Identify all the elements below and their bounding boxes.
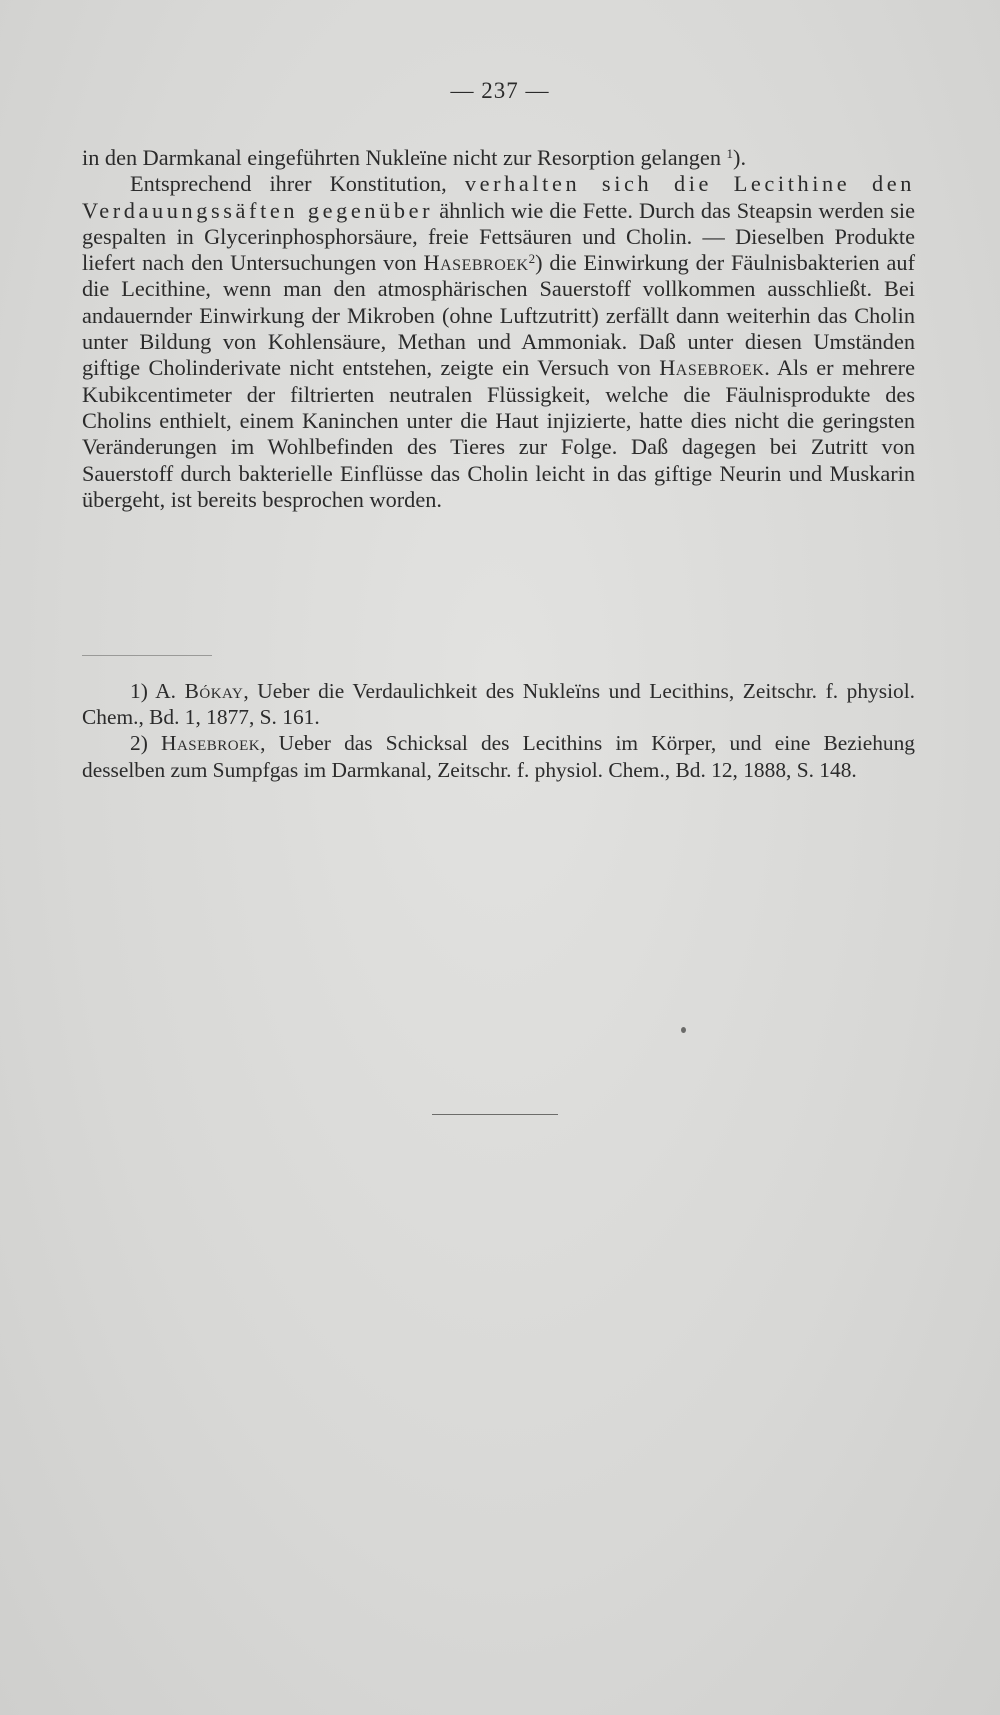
- author-name-hasebroek-2: Hasebroek: [659, 355, 765, 381]
- paragraph-2: [82, 171, 915, 513]
- footnote-2: [82, 730, 915, 782]
- footnote-2-text: , Ueber das Schicksal des Lecithins im Körper, und eine Beziehung desselben zum Sumpfgas im Darmkanal, Zeitschr. f. physiol. Chem., Bd. 12, 1888, S. 148.: [82, 731, 916, 782]
- footnote-1-author: Bókay: [184, 679, 244, 703]
- section-end-rule: [432, 1114, 558, 1115]
- paragraph-2-text-a: Entsprechend ihrer Konstitution,: [130, 171, 465, 197]
- paragraph-2-emphasis: verhalten sich die Lecithine den Verdauungssäften gegenüber: [82, 171, 915, 223]
- paragraph-2-text-b: ähnlich wie die Fette. Durch das Steapsin werden sie gespalten in Glycerinphosphorsäure, freie Fettsäuren und Cholin. — Dieselben Produkte liefert nach den Untersuchungen von: [82, 197, 915, 276]
- paragraph-1-text-end: ).: [733, 145, 747, 170]
- footnote-2-author: Hasebroek: [161, 731, 261, 756]
- footnote-2-number: 2): [130, 731, 162, 756]
- paragraph-1-text: in den Darmkanal eingeführten Nukleïne nicht zur Resorption gelangen: [82, 145, 727, 170]
- footnotes: [82, 678, 915, 783]
- page-number: — 237 —: [450, 78, 550, 103]
- footnote-separator: [82, 655, 212, 656]
- footnote-1-text: , Ueber die Verdaulichkeit des Nukleïns und Lecithins, Zeitschr. f. physiol. Chem., Bd. 1, 1877, S. 161.: [82, 679, 915, 730]
- author-name-hasebroek: Hasebroek: [423, 250, 529, 276]
- footnote-1: [82, 678, 915, 730]
- footnote-ref-2: 2: [528, 251, 536, 267]
- footnote-1-number: 1) A.: [130, 679, 185, 703]
- paragraph-2-text-c: ) die Einwirkung der Fäulnisbakterien auf die Lecithine, wenn man den atmosphärischen Sauerstoff vollkommen ausschließt. Bei andauernder Einwirkung der Mikroben (ohne Luftzutritt) zerfällt dann weiterhin das Cholin unter Bildung von Kohlensäure, Methan und Ammoniak. Daß unter diesen Umständen giftige Cholinderivate nicht entstehen, zeigte ein Versuch von: [82, 250, 915, 381]
- footnote-ref-1: 1: [726, 146, 734, 161]
- paper-speck: [681, 1027, 686, 1033]
- paragraph-1: [82, 145, 915, 171]
- body-text: [82, 145, 915, 513]
- paragraph-2-text-d: . Als er mehrere Kubikcentimeter der filtrierten neutralen Flüssigkeit, welche die Fäulnisprodukte des Cholins enthielt, einem Kaninchen unter die Haut injizierte, hatte dies nicht die geringsten Veränderungen im Wohlbefinden des Tieres zur Folge. Daß dagegen bei Zutritt von Sauerstoff durch bakterielle Einflüsse das Cholin leicht in das giftige Neurin und Muskarin übergeht, ist bereits besprochen worden.: [82, 355, 915, 512]
